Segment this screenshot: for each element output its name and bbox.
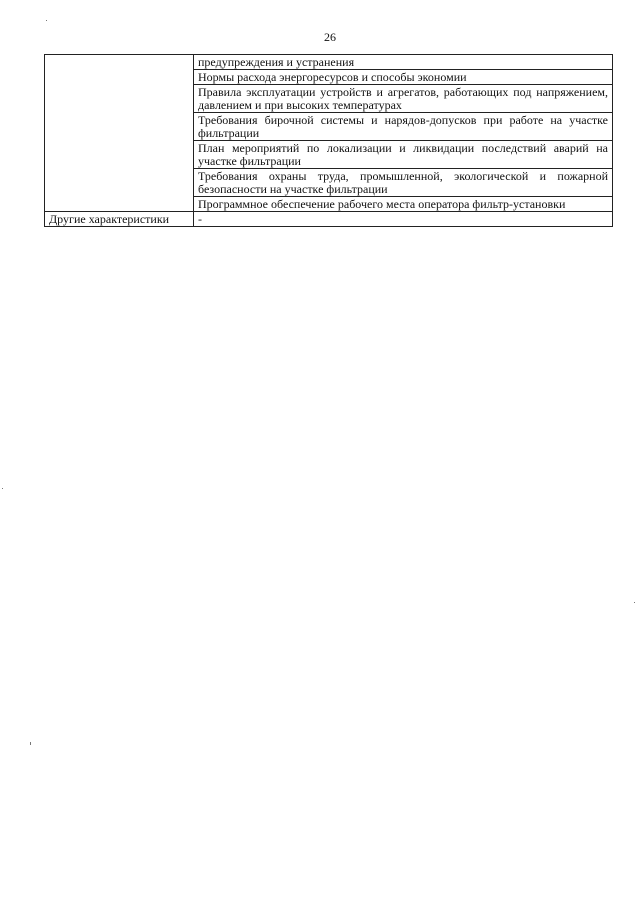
table-cell: Программное обеспечение рабочего места оператора фильтр-установки	[194, 197, 613, 212]
scan-speck	[2, 488, 3, 489]
table-row-other	[45, 212, 613, 227]
table-cell: Правила эксплуатации устройств и агрегатов, работающих под напряжением, давлением и при высоких температурах	[194, 85, 613, 113]
table-cell: Требования бирочной системы и нарядов-допусков при работе на участке фильтрации	[194, 113, 613, 141]
scan-speck	[634, 602, 635, 603]
table-cell: Нормы расхода энергоресурсов и способы экономии	[194, 70, 613, 85]
table-cell: Требования охраны труда, промышленной, экологической и пожарной безопасности на участке фильтрации	[194, 169, 613, 197]
page-number: 26	[324, 30, 336, 44]
scan-speck	[46, 20, 47, 21]
scan-speck	[30, 742, 31, 745]
other-characteristics-value: -	[194, 212, 613, 227]
other-characteristics-label: Другие характеристики	[45, 212, 194, 227]
table-row	[45, 55, 613, 70]
knowledge-table	[44, 54, 613, 227]
empty-left-cell	[45, 55, 194, 212]
table-cell: План мероприятий по локализации и ликвидации последствий аварий на участке фильтрации	[194, 141, 613, 169]
table-cell: предупреждения и устранения	[194, 55, 613, 70]
